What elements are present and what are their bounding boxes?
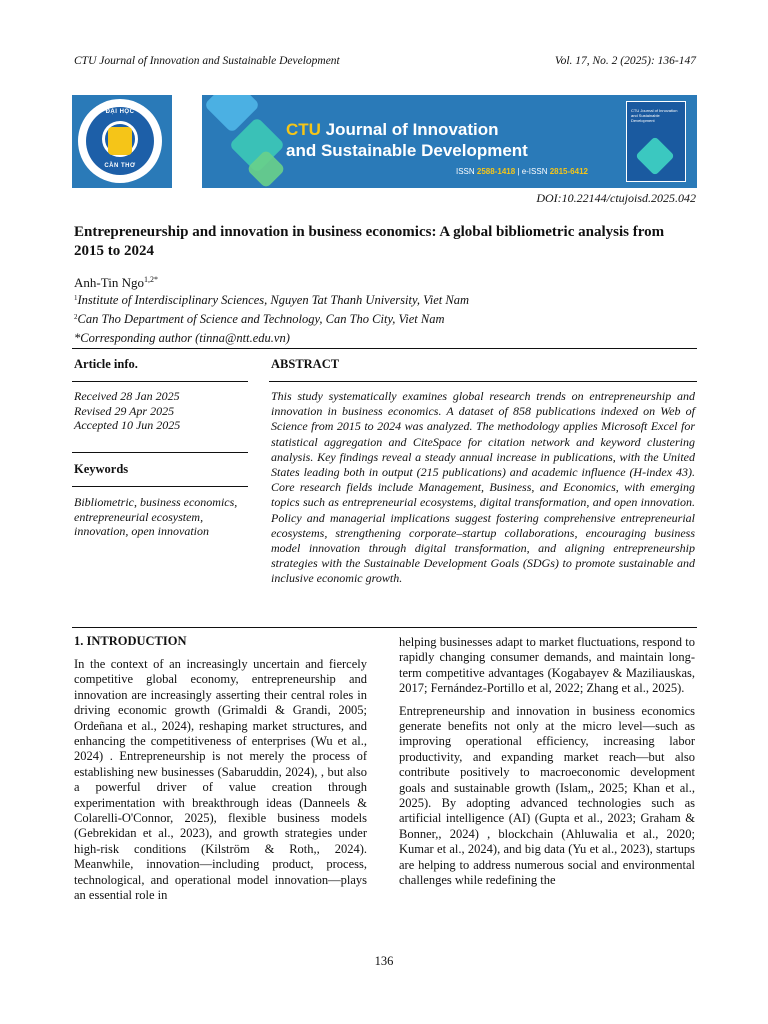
affiliation-2 [74, 312, 445, 327]
eissn-value: 2815-6412 [549, 167, 588, 176]
divider [72, 381, 248, 382]
running-header-journal: CTU Journal of Innovation and Sustainable Development [74, 55, 340, 67]
page-number: 136 [374, 954, 394, 968]
banner-title-ctu: CTU [286, 120, 321, 139]
journal-cover-thumbnail [626, 101, 686, 182]
banner-issn [456, 167, 588, 176]
body-left-column [74, 657, 367, 904]
university-logo [78, 99, 162, 183]
logo-text-bottom: CẦN THƠ [104, 163, 136, 169]
revised-date: Revised 29 Apr 2025 [74, 403, 175, 418]
author-sup: 1,2* [143, 275, 158, 284]
eissn-label: | e-ISSN [515, 167, 550, 176]
divider [72, 348, 697, 349]
banner-title-line1: Journal of Innovation [320, 120, 499, 139]
keywords-heading: Keywords [74, 462, 129, 476]
doi: DOI:10.22144/ctujoisd.2025.042 [536, 191, 696, 205]
affiliation-1-text: Institute of Interdisciplinary Sciences, Nguyen Tat Thanh University, Viet Nam [77, 293, 470, 307]
affiliation-1-sup: 1 [74, 294, 78, 302]
issn-label: ISSN [456, 167, 477, 176]
affiliation-1 [74, 293, 469, 308]
author-line [74, 275, 158, 291]
article-title: Entrepreneurship and innovation in business economics: A global bibliometric analysis from 2015 to 2024 [74, 224, 665, 259]
intro-paragraph-1: In the context of an increasingly uncertain and fiercely competitive global economy, entrepreneurship and innovation are increasingly asserting their central roles in driving economic growth (Grimaldi & Grandi, 2005; Ordeñana et al., 2024), reshaping market structures, and enhancing the competitiveness of enterprises (Wu et al., 2024) . Entrepreneurship is not merely the process of establishing new businesses (Sabaruddin, 2024), , but also a powerful driver of value creation through experimentation with breakthrough ideas (Danneels & Colarelli-O'Connor, 2025), flexible business models (Gebrekidan et al., 2023), and growth strategies under high-risk conditions (Kilström & Roth,, 2024). Meanwhile, innovation—including product, process, technological, and operational model innovation—plays an essential role in [74, 657, 367, 903]
divider [269, 381, 697, 382]
affiliation-2-sup: 2 [74, 313, 78, 321]
section-heading-introduction: 1. INTRODUCTION [74, 634, 187, 648]
issn-value: 2588-1418 [476, 167, 516, 176]
abstract-heading: ABSTRACT [271, 357, 340, 371]
abstract-text: This study systematically examines global research trends on entrepreneurship and innovation in business economics. A dataset of 858 publications indexed on Web of Science from 2015 to 2024 was analyzed. The methodology applies Microsoft Excel for statistical aggregation and CiteSpace for citation network and keyword clustering analysis. Key findings reveal a steady annual increase in publications, with the United States leading both in output (215 publications) and academic influence (H-index 43). Core research fields include Management, Business, and Economics, with emerging topics such as entrepreneurial ecosystems, digital transformation, and open innovation. Policy and managerial implications suggest fostering comprehensive entrepreneurial ecosystems, strengthening corporate–startup collaborations, encouraging business model innovation through digital transformation, and aligning entrepreneurship strategies with the Sustainable Development Goals (SDGs) to promote sustainable and inclusive economic growth. [271, 389, 695, 586]
affiliation-2-text: Can Tho Department of Science and Technology, Can Tho City, Viet Nam [77, 312, 445, 326]
cover-title: CTU Journal of Innovation and Sustainable Development [631, 108, 678, 123]
body-right-column [399, 635, 695, 889]
intro-paragraph-3: Entrepreneurship and innovation in business economics generate benefits not only at the micro level—such as improving operational efficiency, increasing labor productivity, and expanding market reach—but also contribute positively to macroeconomic development goals and sustainable growth (Islam,, 2025; Khan et al., 2025). By adopting advanced technologies such as artificial intelligence (AI) (Gupta et al., 2023; Graham & Bonner,, 2024) , blockchain (Ahluwalia et al., 2020; Kumar et al., 2024), and big data (Yu et al., 2023), startups are helping to address numerous social and environmental challenges while redefining the [399, 703, 695, 888]
corresponding-author: *Corresponding author (tinna@ntt.edu.vn) [74, 331, 290, 345]
banner-title-line2: and Sustainable Development [286, 141, 528, 160]
article-info-heading: Article info. [74, 357, 138, 371]
running-header-volume: Vol. 17, No. 2 (2025): 136-147 [554, 55, 696, 67]
intro-paragraph-2: helping businesses adapt to market fluctuations, respond to rapidly changing consumer demands, and maintain long-term competitive advantages (Kogabayev & Maziliauskas, 2017; Fernández-Portillo et al, 2022; Zhang et al., 2025). [399, 635, 695, 696]
keywords-list: Bibliometric, business economics, entrepreneurial ecosystem, innovation, open innovation [74, 495, 238, 538]
author-name: Anh-Tin Ngo [74, 275, 144, 290]
divider [72, 452, 248, 453]
accepted-date: Accepted 10 Jun 2025 [74, 418, 181, 432]
divider [72, 627, 697, 628]
article-dates [74, 389, 249, 433]
received-date: Received 28 Jan 2025 [74, 389, 180, 403]
journal-banner [72, 95, 697, 188]
logo-text-top: ĐẠI HỌC [105, 109, 135, 115]
divider [72, 486, 248, 487]
